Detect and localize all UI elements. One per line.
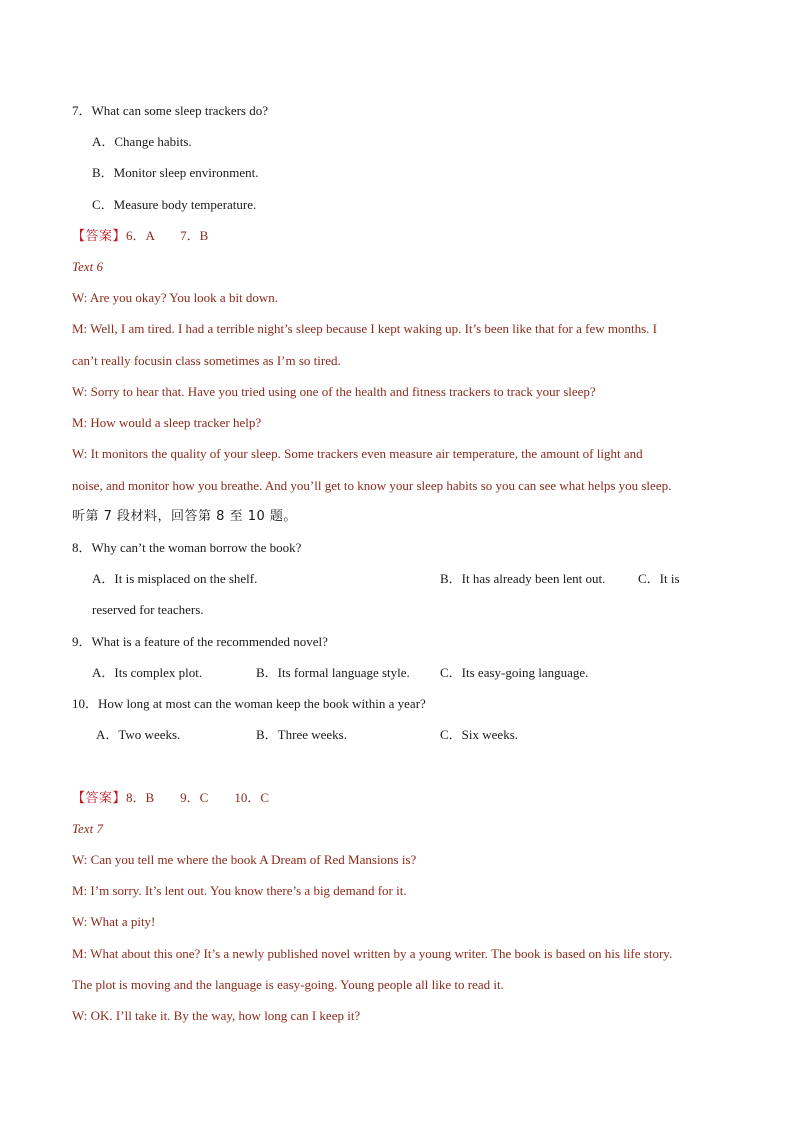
answer-block-1 xyxy=(72,228,208,245)
q9-option-c: C．Its easy-going language. xyxy=(440,665,589,680)
transcript-line: noise, and monitor how you breathe. And you’ll get to know your sleep habits so you can see what helps you sleep. xyxy=(72,478,672,493)
question-10: 10．How long at most can the woman keep the book within a year? xyxy=(72,696,426,711)
answer-text: 6．A 7．B xyxy=(126,228,209,243)
transcript-line: M: What about this one? It’s a newly published novel written by a young writer. The book is based on his life story. xyxy=(72,946,673,961)
q7-option-c: C．Measure body temperature. xyxy=(92,197,257,212)
q9-option-a: A．Its complex plot. xyxy=(92,665,203,680)
question-8: 8．Why can’t the woman borrow the book? xyxy=(72,540,302,555)
question-9: 9．What is a feature of the recommended novel? xyxy=(72,634,328,649)
q8-option-c: C．It is xyxy=(638,571,680,586)
transcript-line: can’t really focusin class sometimes as I’m so tired. xyxy=(72,353,341,368)
q10-option-a: A．Two weeks. xyxy=(96,727,181,742)
answer-block-2 xyxy=(72,790,269,807)
q10-option-b: B．Three weeks. xyxy=(256,727,347,742)
transcript-line: The plot is moving and the language is easy-going. Young people all like to read it. xyxy=(72,977,504,992)
transcript-line: W: It monitors the quality of your sleep. Some trackers even measure air temperature, the amount of light and xyxy=(72,446,643,461)
transcript-line: M: I’m sorry. It’s lent out. You know there’s a big demand for it. xyxy=(72,883,407,898)
q8-option-c-continuation: reserved for teachers. xyxy=(92,602,204,617)
answer-text: 8．B 9．C 10．C xyxy=(126,790,270,805)
q9-option-b: B．Its formal language style. xyxy=(256,665,410,680)
answer-tag: 【答案】 xyxy=(72,229,127,244)
q8-option-a: A．It is misplaced on the shelf. xyxy=(92,571,258,586)
transcript-line: M: Well, I am tired. I had a terrible night’s sleep because I kept waking up. It’s been like that for a few months. I xyxy=(72,321,657,336)
q10-option-c: C．Six weeks. xyxy=(440,727,519,742)
text-7-heading: Text 7 xyxy=(72,821,103,836)
transcript-line: W: Are you okay? You look a bit down. xyxy=(72,290,279,305)
transcript-line: W: What a pity! xyxy=(72,914,156,929)
q8-option-b: B．It has already been lent out. xyxy=(440,571,606,586)
transcript-line: W: OK. I’ll take it. By the way, how long can I keep it? xyxy=(72,1008,361,1023)
q7-option-b: B．Monitor sleep environment. xyxy=(92,165,259,180)
transcript-line: W: Sorry to hear that. Have you tried using one of the health and fitness trackers to track your sleep? xyxy=(72,384,596,399)
section-instruction: 听第 7 段材料，回答第 8 至 10 题。 xyxy=(72,509,297,524)
text-6-heading: Text 6 xyxy=(72,259,103,274)
answer-tag: 【答案】 xyxy=(72,791,127,806)
q7-option-a: A．Change habits. xyxy=(92,134,192,149)
transcript-line: M: How would a sleep tracker help? xyxy=(72,415,262,430)
transcript-line: W: Can you tell me where the book A Dream of Red Mansions is? xyxy=(72,852,417,867)
question-7: 7．What can some sleep trackers do? xyxy=(72,103,269,118)
